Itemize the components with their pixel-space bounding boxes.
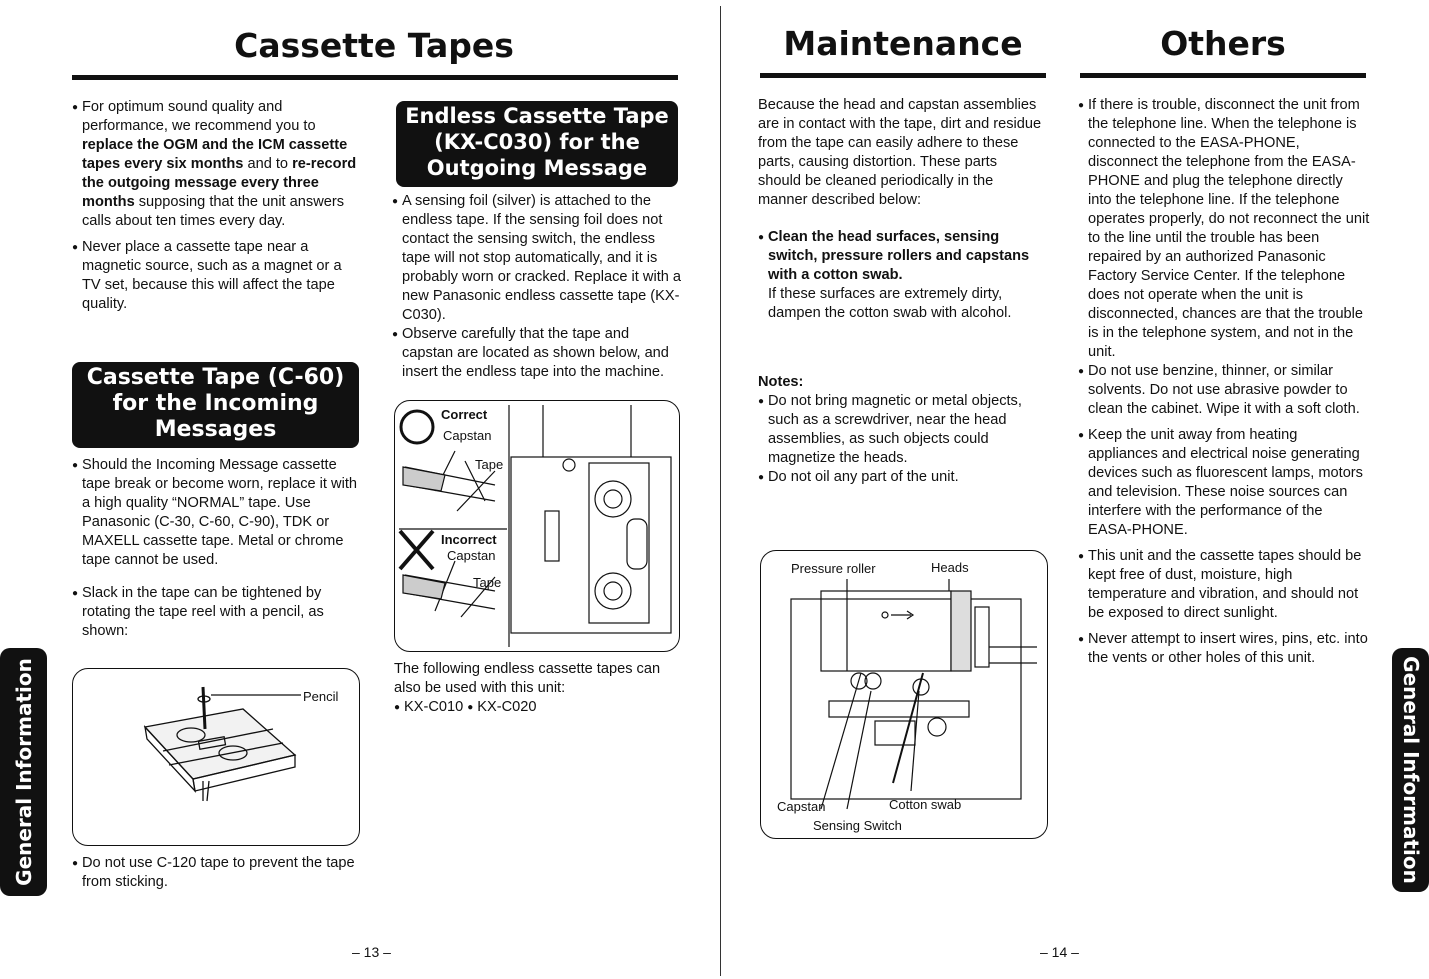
bullet-magnetic-source: ● Never place a cassette tape near a magnetic source, such as a magnet or a TV set, because this will affect the tape quality.: [72, 238, 362, 314]
others-heating: ● Keep the unit away from heating appliances and electrical noise generating devices such as fluorescent lamps, motors and television. These noise sources can interfere with the performance of the EASA-PHONE.: [1078, 426, 1370, 540]
incoming-tape-heading: Cassette Tape (C-60) for the Incoming Messages: [72, 362, 359, 448]
left-side-tab: General Information: [0, 648, 47, 896]
other-endless-tapes: [394, 660, 684, 717]
maintenance-intro: Because the head and capstan assemblies are in contact with the tape, dirt and residue from the tape can easily adhere to these parts, causing distortion. These parts should be cleaned periodically in the manner described below:: [758, 97, 1042, 208]
left-page-number: – 13 –: [352, 944, 391, 960]
others-dust: ● This unit and the cassette tapes should be kept free of dust, moisture, high temperature and vibration, and should not be exposed to direct sunlight.: [1078, 547, 1370, 623]
others-vents: ● Never attempt to insert wires, pins, etc. into the vents or other holes of this unit.: [1078, 630, 1370, 668]
pencil-figure: [72, 668, 360, 846]
endless-bullets: [392, 192, 682, 382]
right-side-tab: General Information: [1392, 648, 1429, 892]
note-magnetic: ● Do not bring magnetic or metal objects, such as a screwdriver, near the head assemblies, as such objects could magnetize the heads.: [758, 392, 1044, 468]
bullet-sensing-foil: ● A sensing foil (silver) is attached to the endless tape. If the sensing foil does not contact the sensing switch, the endless tape will not stop automatically, and it is probably worn or cracked. Replace it with a new Panasonic endless cassette tape (KX-C030).: [392, 192, 682, 325]
bullet-tape-replacement: ● For optimum sound quality and performance, we recommend you to replace the OGM and the ICM cassette tapes every six months and to re-record the outgoing message every three months supposing that the unit answers calls about ten times every day.: [72, 98, 362, 231]
bullet-replace-incoming: ● Should the Incoming Message cassette tape break or become worn, replace it with a high quality “NORMAL” tape. Use Panasonic (C-30, C-60, C-90), TDK or MAXELL cassette tape. Metal or chrome tape cannot be used.: [72, 456, 362, 570]
correct-capstan-label: Capstan: [443, 428, 492, 443]
model-list: ● KX-C010 ● KX-C020: [394, 698, 684, 717]
cotton-swab-label: Cotton swab: [889, 797, 962, 812]
maintenance-rule: [760, 73, 1046, 78]
incoming-bullets: [72, 456, 362, 648]
correct-label: Correct: [441, 407, 488, 422]
clean-instruction: ● Clean the head surfaces, sensing switch, pressure rollers and capstans with a cotton swab.: [758, 228, 1044, 285]
capstan-label: Capstan: [777, 799, 826, 814]
bullet-observe-capstan: ● Observe carefully that the tape and capstan are located as shown below, and insert the endless tape into the machine.: [392, 325, 682, 382]
pressure-roller-label: Pressure roller: [791, 561, 876, 576]
sensing-switch-label: Sensing Switch: [813, 818, 902, 833]
incorrect-label: Incorrect: [441, 532, 497, 547]
endless-tape-heading: Endless Cassette Tape (KX-C030) for the Outgoing Message: [396, 101, 678, 187]
left-col1-intro: [72, 98, 362, 321]
tape-capstan-drawing: [395, 401, 679, 651]
heads-label: Heads: [931, 560, 969, 575]
left-page-title: Cassette Tapes: [234, 26, 514, 65]
incorrect-tape-label: Tape: [473, 575, 502, 590]
incorrect-capstan-label: Capstan: [447, 548, 496, 563]
others-rule: [1080, 73, 1366, 78]
clean-alcohol-note: If these surfaces are extremely dirty, dampen the cotton swab with alcohol.: [768, 286, 1012, 321]
others-trouble: ● If there is trouble, disconnect the unit from the telephone line. When the telephone is connected to the EASA-PHONE, disconnect the telephone from the EASA-PHONE and plug the telephone directly into the telephone line. If the telephone operates properly, do not reconnect the unit to the line until the trouble has been repaired by an authorized Panasonic Factory Service Center. If the telephone does not operate when the unit is disconnected, chances are that the trouble is in the telephone system, and not in the unit.: [1078, 96, 1370, 362]
note-no-oil: ● Do not oil any part of the unit.: [758, 468, 1044, 487]
correct-tape-label: Tape: [475, 457, 504, 472]
capstan-figure: [394, 400, 680, 652]
following-text: The following endless cassette tapes can also be used with this unit:: [394, 661, 661, 696]
page-gutter: [720, 6, 721, 976]
maintenance-title: Maintenance: [783, 24, 1023, 63]
head-assembly-drawing: [761, 551, 1047, 838]
others-solvents: ● Do not use benzine, thinner, or similar solvents. Do not use abrasive powder to clean the cabinet. Wipe it with a soft cloth.: [1078, 362, 1370, 419]
head-cleaning-figure: [760, 550, 1048, 839]
bullet-c120: ● Do not use C-120 tape to prevent the tape from sticking.: [72, 854, 362, 892]
notes-heading: Notes:: [758, 374, 804, 390]
pencil-label: Pencil: [303, 689, 339, 704]
others-body: [1078, 96, 1370, 675]
right-page-number: – 14 –: [1040, 944, 1079, 960]
others-title: Others: [1160, 24, 1286, 63]
left-title-rule: [72, 75, 678, 80]
bullet-slack-tape: ● Slack in the tape can be tightened by rotating the tape reel with a pencil, as shown:: [72, 584, 362, 641]
c120-note: [72, 854, 362, 899]
maintenance-body: [758, 96, 1044, 487]
